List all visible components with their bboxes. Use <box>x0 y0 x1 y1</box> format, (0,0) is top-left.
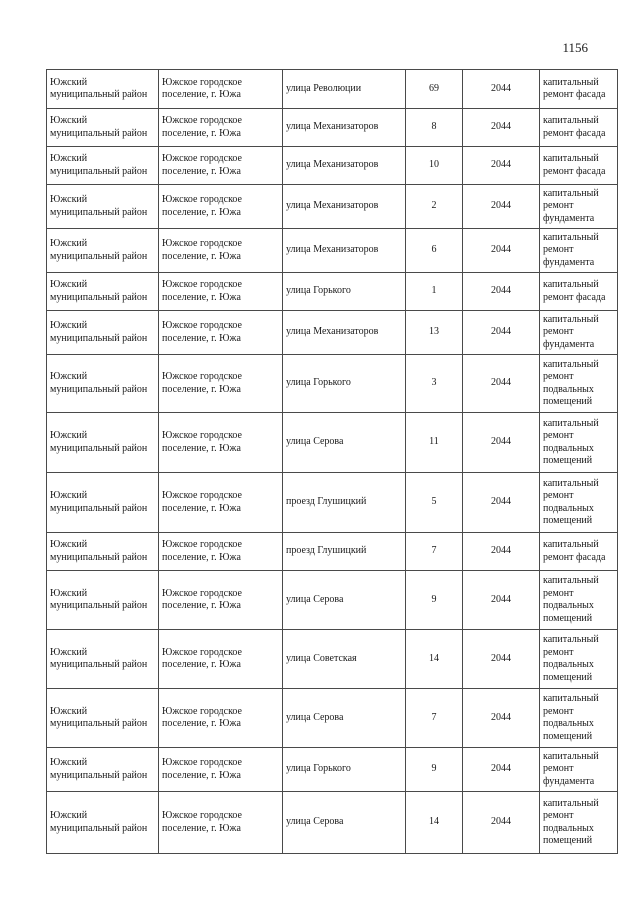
year-cell: 2044 <box>463 689 540 748</box>
table-row <box>47 273 618 311</box>
year-cell: 2044 <box>463 413 540 473</box>
year-cell: 2044 <box>463 473 540 533</box>
settlement-cell: Южское городское поселение, г. Южа <box>159 533 283 571</box>
year-cell: 2044 <box>463 229 540 273</box>
district-cell: Южский муниципальный район <box>47 147 159 185</box>
table-row <box>47 630 618 689</box>
district-cell: Южский муниципальный район <box>47 630 159 689</box>
house-number-cell: 11 <box>406 413 463 473</box>
street-cell: улица Серова <box>283 792 406 854</box>
table-row <box>47 70 618 109</box>
house-number-cell: 6 <box>406 229 463 273</box>
house-number-cell: 14 <box>406 792 463 854</box>
district-cell: Южский муниципальный район <box>47 571 159 630</box>
house-number-cell: 69 <box>406 70 463 109</box>
work-type-cell: капитальный ремонт подвальных помещений <box>540 689 618 748</box>
year-cell: 2044 <box>463 630 540 689</box>
house-number-cell: 7 <box>406 533 463 571</box>
street-cell: улица Советская <box>283 630 406 689</box>
house-number-cell: 9 <box>406 571 463 630</box>
street-cell: улица Горького <box>283 273 406 311</box>
table-row <box>47 533 618 571</box>
house-number-cell: 13 <box>406 311 463 355</box>
settlement-cell: Южское городское поселение, г. Южа <box>159 185 283 229</box>
district-cell: Южский муниципальный район <box>47 413 159 473</box>
house-number-cell: 5 <box>406 473 463 533</box>
year-cell: 2044 <box>463 185 540 229</box>
table-row <box>47 748 618 792</box>
table-row <box>47 311 618 355</box>
district-cell: Южский муниципальный район <box>47 70 159 109</box>
work-type-cell: капитальный ремонт фундамента <box>540 185 618 229</box>
year-cell: 2044 <box>463 355 540 413</box>
street-cell: улица Революции <box>283 70 406 109</box>
page-number: 1156 <box>562 40 588 55</box>
year-cell: 2044 <box>463 792 540 854</box>
settlement-cell: Южское городское поселение, г. Южа <box>159 311 283 355</box>
street-cell: улица Серова <box>283 571 406 630</box>
settlement-cell: Южское городское поселение, г. Южа <box>159 413 283 473</box>
year-cell: 2044 <box>463 109 540 147</box>
work-type-cell: капитальный ремонт подвальных помещений <box>540 473 618 533</box>
table-row <box>47 109 618 147</box>
district-cell: Южский муниципальный район <box>47 273 159 311</box>
table-body <box>47 70 618 854</box>
table-row <box>47 229 618 273</box>
district-cell: Южский муниципальный район <box>47 355 159 413</box>
house-number-cell: 7 <box>406 689 463 748</box>
district-cell: Южский муниципальный район <box>47 311 159 355</box>
street-cell: улица Механизаторов <box>283 147 406 185</box>
settlement-cell: Южское городское поселение, г. Южа <box>159 571 283 630</box>
table-row <box>47 413 618 473</box>
house-number-cell: 1 <box>406 273 463 311</box>
work-type-cell: капитальный ремонт фундамента <box>540 311 618 355</box>
work-type-cell: капитальный ремонт фундамента <box>540 748 618 792</box>
settlement-cell: Южское городское поселение, г. Южа <box>159 748 283 792</box>
district-cell: Южский муниципальный район <box>47 185 159 229</box>
district-cell: Южский муниципальный район <box>47 473 159 533</box>
year-cell: 2044 <box>463 571 540 630</box>
street-cell: проезд Глушицкий <box>283 533 406 571</box>
year-cell: 2044 <box>463 311 540 355</box>
district-cell: Южский муниципальный район <box>47 533 159 571</box>
year-cell: 2044 <box>463 273 540 311</box>
street-cell: проезд Глушицкий <box>283 473 406 533</box>
table-row <box>47 355 618 413</box>
work-type-cell: капитальный ремонт подвальных помещений <box>540 792 618 854</box>
work-type-cell: капитальный ремонт подвальных помещений <box>540 571 618 630</box>
year-cell: 2044 <box>463 70 540 109</box>
settlement-cell: Южское городское поселение, г. Южа <box>159 273 283 311</box>
settlement-cell: Южское городское поселение, г. Южа <box>159 792 283 854</box>
street-cell: улица Серова <box>283 689 406 748</box>
work-type-cell: капитальный ремонт подвальных помещений <box>540 630 618 689</box>
house-number-cell: 9 <box>406 748 463 792</box>
table-row <box>47 571 618 630</box>
year-cell: 2044 <box>463 748 540 792</box>
table-row <box>47 473 618 533</box>
house-number-cell: 2 <box>406 185 463 229</box>
street-cell: улица Горького <box>283 748 406 792</box>
year-cell: 2044 <box>463 147 540 185</box>
street-cell: улица Механизаторов <box>283 109 406 147</box>
work-type-cell: капитальный ремонт фундамента <box>540 229 618 273</box>
district-cell: Южский муниципальный район <box>47 792 159 854</box>
settlement-cell: Южское городское поселение, г. Южа <box>159 689 283 748</box>
work-type-cell: капитальный ремонт фасада <box>540 533 618 571</box>
work-type-cell: капитальный ремонт подвальных помещений <box>540 355 618 413</box>
work-type-cell: капитальный ремонт фасада <box>540 273 618 311</box>
settlement-cell: Южское городское поселение, г. Южа <box>159 147 283 185</box>
settlement-cell: Южское городское поселение, г. Южа <box>159 473 283 533</box>
settlement-cell: Южское городское поселение, г. Южа <box>159 229 283 273</box>
district-cell: Южский муниципальный район <box>47 748 159 792</box>
work-type-cell: капитальный ремонт фасада <box>540 109 618 147</box>
settlement-cell: Южское городское поселение, г. Южа <box>159 70 283 109</box>
settlement-cell: Южское городское поселение, г. Южа <box>159 109 283 147</box>
table-row <box>47 185 618 229</box>
house-number-cell: 8 <box>406 109 463 147</box>
table-row <box>47 147 618 185</box>
house-number-cell: 3 <box>406 355 463 413</box>
house-number-cell: 14 <box>406 630 463 689</box>
street-cell: улица Горького <box>283 355 406 413</box>
settlement-cell: Южское городское поселение, г. Южа <box>159 355 283 413</box>
district-cell: Южский муниципальный район <box>47 689 159 748</box>
work-type-cell: капитальный ремонт подвальных помещений <box>540 413 618 473</box>
street-cell: улица Серова <box>283 413 406 473</box>
table-row <box>47 792 618 854</box>
settlement-cell: Южское городское поселение, г. Южа <box>159 630 283 689</box>
district-cell: Южский муниципальный район <box>47 109 159 147</box>
house-number-cell: 10 <box>406 147 463 185</box>
street-cell: улица Механизаторов <box>283 185 406 229</box>
year-cell: 2044 <box>463 533 540 571</box>
street-cell: улица Механизаторов <box>283 311 406 355</box>
work-type-cell: капитальный ремонт фасада <box>540 147 618 185</box>
table-row <box>47 689 618 748</box>
work-type-cell: капитальный ремонт фасада <box>540 70 618 109</box>
street-cell: улица Механизаторов <box>283 229 406 273</box>
housing-repair-table <box>46 69 618 854</box>
district-cell: Южский муниципальный район <box>47 229 159 273</box>
